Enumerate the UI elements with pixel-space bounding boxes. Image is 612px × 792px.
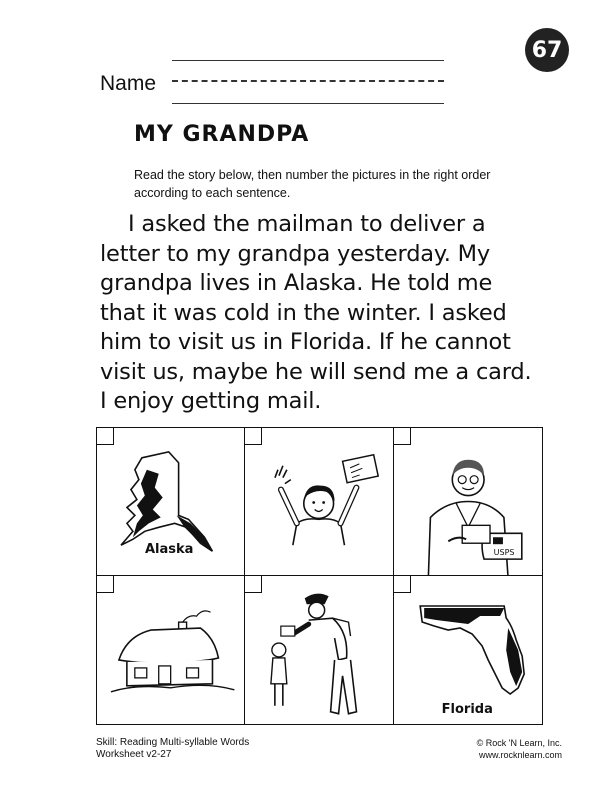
number-box[interactable] [97,576,114,593]
florida-caption: Florida [441,702,493,717]
instructions-text: Read the story below, then number the pictures in the right order according to each sentence. [134,168,491,200]
number-box[interactable] [245,576,262,593]
name-label: Name [100,72,157,95]
footer-right [430,737,562,761]
worksheet-number-badge: 67 [525,28,569,72]
footer-skill: Skill: Reading Multi-syllable Words [96,737,250,748]
usps-caption: USPS [493,548,515,557]
snowy-house-icon [97,576,244,724]
name-line-bottom [172,103,444,104]
alaska-caption: Alaska [145,542,194,557]
grandpa-mailbox-icon [394,428,542,575]
footer-left [96,737,249,761]
name-line-top [172,60,444,61]
picture-cell-alaska [97,428,245,576]
picture-grid [96,427,543,725]
picture-cell-grandpa [394,428,542,576]
number-box[interactable] [394,428,411,445]
footer-copyright: © Rock 'N Learn, Inc. [476,738,562,748]
page-title: MY GRANDPA [134,122,310,147]
picture-cell-house [97,576,245,724]
boy-waving-card-icon [245,428,392,575]
number-box[interactable] [97,428,114,445]
footer-website[interactable]: www.rocknlearn.com [478,750,562,760]
number-box[interactable] [394,576,411,593]
number-box[interactable] [245,428,262,445]
picture-cell-mailman [245,576,393,724]
story-text: I asked the mailman to deliver a letter to my grandpa yesterday. My grandpa lives in Alaska. He told me that it was cold in the winter. I asked him to visit us in Florida. If he cannot visit us, maybe he will send me a card. I enjoy getting mail. [100,211,532,414]
name-line-dashed [172,80,444,82]
picture-cell-boy [245,428,393,576]
mailman-boy-icon [245,576,392,724]
footer-worksheet: Worksheet v2-27 [96,749,172,760]
picture-cell-florida [394,576,542,724]
